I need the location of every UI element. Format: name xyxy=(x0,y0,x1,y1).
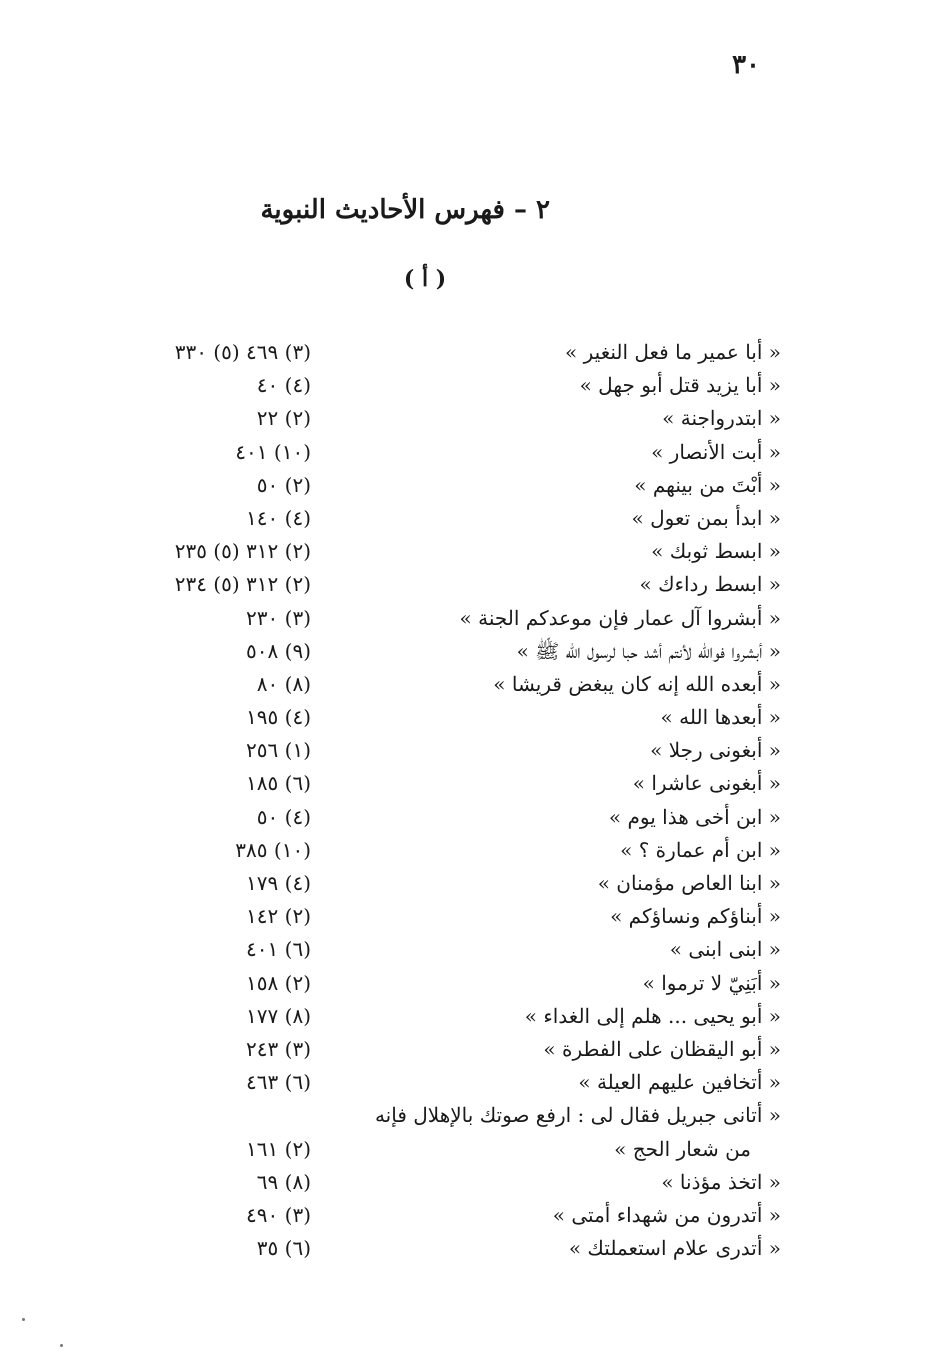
index-entry xyxy=(0,1066,941,1099)
index-entry xyxy=(0,602,941,635)
volume-page-reference: (١) ٢٥٦ xyxy=(246,738,311,763)
hadith-text: « أبت الأنصار » xyxy=(651,439,781,464)
hadith-text: « أتانى جبريل فقال لى : ارفع صوتك بالإهلال فإنه xyxy=(374,1103,781,1128)
index-entry xyxy=(0,1099,941,1132)
index-entry xyxy=(0,734,941,767)
hadith-text: « ابتدرواجنة » xyxy=(662,406,781,431)
volume-page-reference: (٢) ١٥٨ xyxy=(246,970,311,995)
hadith-text: « أبعدها الله » xyxy=(660,705,781,730)
volume-page-reference: (٢) ١٤٢ xyxy=(246,904,311,929)
hadith-text: من شعار الحج » xyxy=(614,1136,751,1161)
index-entry xyxy=(0,635,941,668)
index-title: ٢ – فهرس الأحاديث النبوية xyxy=(260,195,550,225)
volume-page-reference: (١٠) ٤٠١ xyxy=(235,439,311,464)
index-entry xyxy=(0,867,941,900)
volume-page-reference: (٢) ١٦١ xyxy=(246,1136,311,1161)
page-number: ٣٠ xyxy=(732,50,760,80)
index-entry xyxy=(0,1199,941,1232)
volume-page-reference: (٣) ٤٦٩ (٥) ٣٣٠ xyxy=(174,340,311,364)
hadith-text: « أبو يحيى ... هلم إلى الغداء » xyxy=(524,1003,781,1028)
volume-page-reference: (٤) ٥٠ xyxy=(256,804,311,829)
volume-page-reference: (٣) ٢٣٠ xyxy=(246,605,311,630)
volume-page-reference: (٤) ١٤٠ xyxy=(246,505,311,530)
hadith-text: « أتدرون من شهداء أمتى » xyxy=(552,1202,781,1227)
volume-page-reference: (٨) ١٧٧ xyxy=(246,1003,311,1028)
index-entry xyxy=(0,1166,941,1199)
index-entry xyxy=(0,369,941,402)
volume-page-reference: (٤) ٤٠ xyxy=(256,373,311,398)
volume-page-reference: (٦) ٤٠١ xyxy=(246,937,311,962)
index-entry xyxy=(0,1033,941,1066)
volume-page-reference: (٢) ٢٢ xyxy=(256,406,311,431)
index-entry xyxy=(0,900,941,933)
hadith-text: « ابنا العاص مؤمنان » xyxy=(597,871,781,895)
volume-page-reference: (١٠) ٣٨٥ xyxy=(235,837,311,862)
hadith-text: « أتخافين عليهم العيلة » xyxy=(578,1070,781,1095)
index-entry xyxy=(0,336,941,369)
volume-page-reference: (٦) ٣٥ xyxy=(256,1236,311,1261)
hadith-text: « أبغونى عاشرا » xyxy=(632,771,781,796)
volume-page-reference: (٣) ٤٩٠ xyxy=(246,1202,311,1227)
hadith-text: « أبْتَ من بينهم » xyxy=(634,472,781,497)
hadith-text: « أبشروا آل عمار فإن موعدكم الجنة » xyxy=(459,605,781,630)
index-entry xyxy=(0,436,941,469)
index-entry xyxy=(0,967,941,1000)
index-entry xyxy=(0,801,941,834)
hadith-text: « أبَنِيّ لا ترموا » xyxy=(642,970,781,995)
index-entry xyxy=(0,535,941,568)
hadith-text: « ابن أم عمارة ؟ » xyxy=(620,837,781,862)
index-entry xyxy=(0,668,941,701)
index-entry xyxy=(0,1232,941,1265)
hadith-text: « أتدرى علام استعملتك » xyxy=(568,1236,781,1261)
volume-page-reference: (٣) ٢٤٣ xyxy=(246,1036,311,1061)
volume-page-reference: (٤) ١٩٥ xyxy=(246,705,311,730)
volume-page-reference: (٦) ٤٦٣ xyxy=(246,1070,311,1095)
hadith-text: « أبشروا فوالله لأنتم أشد حبا لرسول الله ﷺ » xyxy=(516,638,781,663)
hadith-text: « اتخذ مؤذنا » xyxy=(661,1169,781,1194)
hadith-text: « أبعده الله إنه كان يبغض قريشا » xyxy=(493,671,781,696)
index-entry xyxy=(0,402,941,435)
hadith-text: « أبناؤكم ونساؤكم » xyxy=(610,904,781,929)
index-entry xyxy=(0,1000,941,1033)
hadith-text: « ابسط رداءك » xyxy=(639,572,781,597)
scan-speck xyxy=(22,1318,25,1321)
hadith-text: « أبو اليقظان على الفطرة » xyxy=(543,1036,781,1061)
volume-page-reference: (٨) ٨٠ xyxy=(256,671,311,696)
scan-speck xyxy=(60,1344,63,1347)
index-entry xyxy=(0,1133,941,1166)
volume-page-reference: (٨) ٦٩ xyxy=(256,1169,311,1194)
section-letter-heading: ( أ ) xyxy=(403,266,447,292)
hadith-text: « أبا يزيد قتل أبو جهل » xyxy=(579,373,781,398)
index-entry xyxy=(0,767,941,800)
index-entry xyxy=(0,834,941,867)
volume-page-reference: (٤) ١٧٩ xyxy=(246,871,311,895)
volume-page-reference: (٩) ٥٠٨ xyxy=(246,638,311,663)
index-entry xyxy=(0,568,941,601)
index-entry xyxy=(0,469,941,502)
hadith-text: « أبغونى رجلا » xyxy=(650,738,781,763)
volume-page-reference: (٢) ٣١٢ (٥) ٢٣٥ xyxy=(174,539,311,564)
volume-page-reference: (٦) ١٨٥ xyxy=(246,771,311,796)
index-entry xyxy=(0,933,941,966)
hadith-text: « أبا عمير ما فعل النغير » xyxy=(565,340,781,364)
hadith-text: « ابن أخى هذا يوم » xyxy=(608,804,781,829)
index-entry xyxy=(0,701,941,734)
hadith-text: « ابنى ابنى » xyxy=(669,937,781,962)
hadith-text: « ابدأ بمن تعول » xyxy=(631,505,781,530)
index-entry xyxy=(0,502,941,535)
hadith-index-list xyxy=(0,336,941,1265)
hadith-text: « ابسط ثوبك » xyxy=(651,539,781,564)
volume-page-reference: (٢) ٥٠ xyxy=(256,472,311,497)
volume-page-reference: (٢) ٣١٢ (٥) ٢٣٤ xyxy=(174,572,311,597)
